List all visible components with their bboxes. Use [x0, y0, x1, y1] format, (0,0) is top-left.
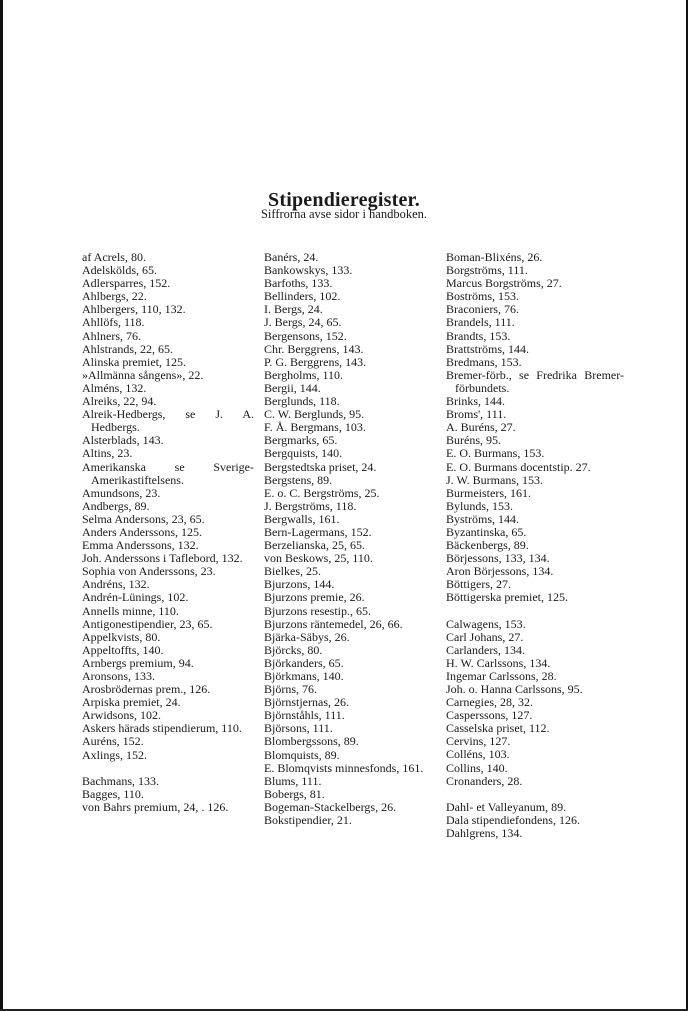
index-entry: Dahlgrens, 134. — [446, 825, 523, 840]
index-entry: Chr. Berggrens, 143. — [264, 341, 364, 356]
index-entry: Brandts, 153. — [446, 328, 511, 343]
index-entry: Burmeisters, 161. — [446, 485, 531, 500]
index-entry: Amundsons, 23. — [82, 485, 161, 500]
index-entry: Andbergs, 89. — [82, 498, 150, 513]
index-entry: Bjurzons premie, 26. — [264, 590, 365, 605]
index-entry: Björns, 76. — [264, 682, 318, 697]
index-entry: Emma Anderssons, 132. — [82, 538, 199, 553]
index-entry: Axlings, 152. — [82, 747, 148, 762]
index-entry: E. Blomqvists minnesfonds, 161. — [264, 760, 424, 775]
index-entry: Berglunds, 118. — [264, 394, 340, 409]
index-entry: Byzantinska, 65. — [446, 524, 527, 539]
page-edge-left — [0, 0, 3, 1011]
index-entry: Bergquists, 140. — [264, 446, 343, 461]
index-entry: Arosbrödernas prem., 126. — [82, 682, 211, 697]
index-entry: Ahlstrands, 22, 65. — [82, 341, 173, 356]
index-entry: Ahlbergers, 110, 132. — [82, 302, 186, 317]
index-entry: Alméns, 132. — [82, 380, 147, 395]
page-title: Stipendieregister. — [268, 189, 420, 212]
index-entry: Banérs, 24. — [264, 250, 319, 264]
index-entry: Auréns, 152. — [82, 734, 144, 749]
index-entry: Braconiers, 76. — [446, 302, 519, 317]
index-entry: Byströms, 144. — [446, 511, 520, 526]
index-entry: Bokstipendier, 21. — [264, 813, 352, 828]
index-entry: Alsterblads, 143. — [82, 433, 164, 448]
index-entry: J. W. Burmans, 153. — [446, 472, 544, 487]
index-entry: Aron Börjessons, 134. — [446, 564, 554, 579]
index-entry: Björsons, 111. — [264, 721, 333, 736]
index-entry: Cervins, 127. — [446, 734, 511, 749]
index-entry: Arnbergs premium, 94. — [82, 655, 194, 670]
index-entry: Brattströms, 144. — [446, 341, 529, 356]
index-entry: Dala stipendiefondens, 126. — [446, 812, 580, 827]
index-entry: Bergstedtska priset, 24. — [264, 459, 377, 474]
index-entry: Bagges, 110. — [82, 786, 144, 801]
index-entry: P. G. Berggrens, 143. — [264, 354, 367, 369]
index-entry: Bremer-förb., se Fredrika Bremer-förbundets. — [446, 367, 624, 395]
index-entry: Bern-Lagermans, 152. — [264, 524, 372, 539]
index-entry: E. O. Burmans, 153. — [446, 446, 545, 461]
index-entry: Blomquists, 89. — [264, 747, 340, 762]
index-entry: Bergstens, 89. — [264, 472, 333, 487]
page-subtitle: Siffrorna avse sidor i handboken. — [260, 207, 428, 221]
index-column-2 — [264, 251, 442, 827]
index-entry: Björnståhls, 111. — [264, 708, 345, 723]
index-entry: Carlanders, 134. — [446, 642, 525, 657]
index-entry: Brandels, 111. — [446, 315, 515, 330]
index-entry: Böttigerska premiet, 125. — [446, 590, 568, 605]
index-entry: Bredmans, 153. — [446, 354, 522, 369]
index-column-3 — [446, 251, 624, 840]
index-entry: A. Buréns, 27. — [446, 420, 516, 435]
index-entry: Broms', 111. — [446, 407, 507, 422]
index-entry: Appelkvists, 80. — [82, 629, 161, 644]
index-entry: Joh. Anderssons i Taflebord, 132. — [82, 551, 243, 566]
index-entry: Bergii, 144. — [264, 380, 321, 395]
index-entry: Bobergs, 81. — [264, 786, 325, 801]
index-entry: Antigonestipendier, 23, 65. — [82, 616, 213, 631]
index-entry: Calwagens, 153. — [446, 616, 526, 631]
index-entry: Boman-Blixéns, 26. — [446, 250, 543, 264]
index-entry: Bergwalls, 161. — [264, 511, 340, 526]
index-entry: Dahl- et Valleyanum, 89. — [446, 799, 567, 814]
index-entry: Sophia von Anderssons, 23. — [82, 564, 216, 579]
index-entry: Askers härads stipendierum, 110. — [82, 721, 242, 736]
index-entry: »Allmänna sångens», 22. — [82, 367, 204, 382]
index-entry: H. W. Carlssons, 134. — [446, 655, 551, 670]
index-entry: Brinks, 144. — [446, 394, 506, 409]
index-entry: Börjessons, 133, 134. — [446, 551, 550, 566]
index-entry: Björcks, 80. — [264, 642, 323, 657]
index-entry: Carnegies, 28, 32. — [446, 695, 533, 710]
index-entry: von Bahrs premium, 24, . 126. — [82, 799, 229, 814]
index-entry: af Acrels, 80. — [82, 250, 146, 264]
index-entry: Casperssons, 127. — [446, 708, 533, 723]
index-entry: Buréns, 95. — [446, 433, 501, 448]
index-entry: Bachmans, 133. — [82, 773, 159, 788]
index-entry: Annells minne, 110. — [82, 603, 179, 618]
index-entry: Björnstjernas, 26. — [264, 695, 349, 710]
index-entry: Cronanders, 28. — [446, 773, 523, 788]
index-entry: Ingemar Carlssons, 28. — [446, 668, 557, 683]
index-entry: Adlersparres, 152. — [82, 276, 171, 291]
index-entry: Andrén-Lünings, 102. — [82, 590, 189, 605]
index-entry: Böttigers, 27. — [446, 577, 511, 592]
index-entry: Marcus Borgströms, 27. — [446, 276, 562, 291]
index-entry: Bäckenbergs, 89. — [446, 538, 529, 553]
index-entry: Bankowskys, 133. — [264, 263, 353, 278]
index-entry: von Beskows, 25, 110. — [264, 551, 373, 566]
index-entry: Casselska priset, 112. — [446, 721, 550, 736]
index-entry: Selma Andersons, 23, 65. — [82, 511, 205, 526]
index-entry: F. Å. Bergmans, 103. — [264, 420, 366, 435]
index-entry: Colléns, 103. — [446, 747, 510, 762]
index-entry: I. Bergs, 24. — [264, 302, 323, 317]
index-entry: Bielkes, 25. — [264, 564, 321, 579]
index-entry: J. Bergs, 24, 65. — [264, 315, 342, 330]
index-entry: Björkmans, 140. — [264, 669, 344, 683]
index-entry: Altins, 23. — [82, 446, 133, 461]
index-entry: E. o. C. Bergströms, 25. — [264, 485, 380, 500]
index-entry: Berzelianska, 25, 65. — [264, 538, 365, 553]
index-entry: Blums, 111. — [264, 773, 322, 788]
index-entry: Bylunds, 153. — [446, 498, 514, 513]
index-entry: Ahlbergs, 22. — [82, 289, 147, 304]
index-entry: Anders Anderssons, 125. — [82, 524, 202, 539]
index-entry: Bogeman-Stackelbergs, 26. — [264, 799, 397, 814]
index-entry: Arwidsons, 102. — [82, 708, 162, 723]
index-entry: Arpiska premiet, 24. — [82, 695, 181, 710]
index-column-1 — [82, 251, 254, 814]
index-entry: Ahlners, 76. — [82, 328, 141, 343]
index-entry: C. W. Berglunds, 95. — [264, 407, 365, 422]
index-entry: Bergholms, 110. — [264, 367, 344, 382]
index-entry: Björkanders, 65. — [264, 655, 344, 670]
index-entry: Andréns, 132. — [82, 577, 150, 592]
index-entry: Bergmarks, 65. — [264, 433, 338, 448]
index-entry: Alreik-Hedbergs, se J. A. Hedbergs. — [82, 407, 254, 435]
index-entry: Blombergssons, 89. — [264, 734, 359, 749]
index-entry: Alreiks, 22, 94. — [82, 394, 157, 409]
index-entry: Bjurzons, 144. — [264, 577, 335, 592]
index-entry: Borgströms, 111. — [446, 263, 528, 278]
index-entry: Carl Johans, 27. — [446, 629, 524, 644]
index-entry: Bjurzons resestip., 65. — [264, 603, 371, 618]
index-entry: Appeltoffts, 140. — [82, 642, 164, 657]
index-entry: Collins, 140. — [446, 760, 508, 775]
index-entry: Ahllöfs, 118. — [82, 315, 145, 330]
index-entry: Barfoths, 133. — [264, 276, 333, 291]
index-entry: Aronsons, 133. — [82, 669, 156, 683]
index-entry: Adelskölds, 65. — [82, 263, 157, 278]
index-entry: Bellinders, 102. — [264, 289, 341, 304]
index-entry: E. O. Burmans docentstip. 27. — [446, 459, 591, 474]
index-entry: Boströms, 153. — [446, 289, 520, 304]
index-entry: Bjurzons räntemedel, 26, 66. — [264, 616, 403, 631]
index-entry: Bergensons, 152. — [264, 328, 347, 343]
index-entry: Bjärka-Säbys, 26. — [264, 629, 350, 644]
index-entry: Joh. o. Hanna Carlssons, 95. — [446, 682, 583, 696]
index-entry: Amerikanska se Sverige-Amerikastiftelsens. — [82, 459, 254, 487]
index-entry: J. Bergströms, 118. — [264, 498, 357, 513]
index-entry: Alinska premiet, 125. — [82, 354, 186, 369]
